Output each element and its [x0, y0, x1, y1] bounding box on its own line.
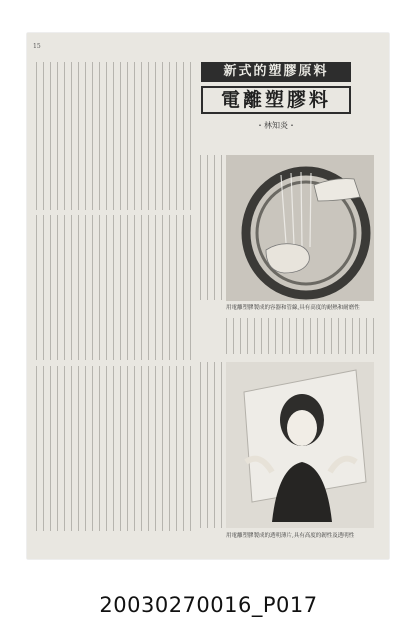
model-photo — [226, 362, 374, 528]
body-text-column — [200, 362, 222, 528]
photo1-caption: 用電離塑膠製成的容器和管線,具有高度的耐熱和耐磨性 — [226, 305, 360, 311]
body-text-column — [226, 318, 374, 354]
article-title-block — [201, 62, 351, 136]
model-illustration — [226, 362, 374, 528]
body-text-column — [36, 62, 196, 210]
tubing-illustration — [226, 155, 374, 301]
tubing-photo — [226, 155, 374, 301]
body-text-column — [36, 215, 196, 360]
body-text-column — [36, 366, 196, 531]
article-headline: 電離塑膠料 — [201, 86, 351, 114]
page-number: 15 — [33, 43, 41, 50]
archive-catalog-id: 20030270016_P017 — [99, 593, 318, 617]
body-text-column — [200, 155, 222, 300]
article-author: ・林知炎・ — [256, 121, 296, 130]
article-kicker: 新式的塑膠原料 — [201, 62, 351, 82]
photo2-caption: 用電離塑膠製成的透明薄片,具有高度的韌性及透明性 — [226, 533, 355, 539]
